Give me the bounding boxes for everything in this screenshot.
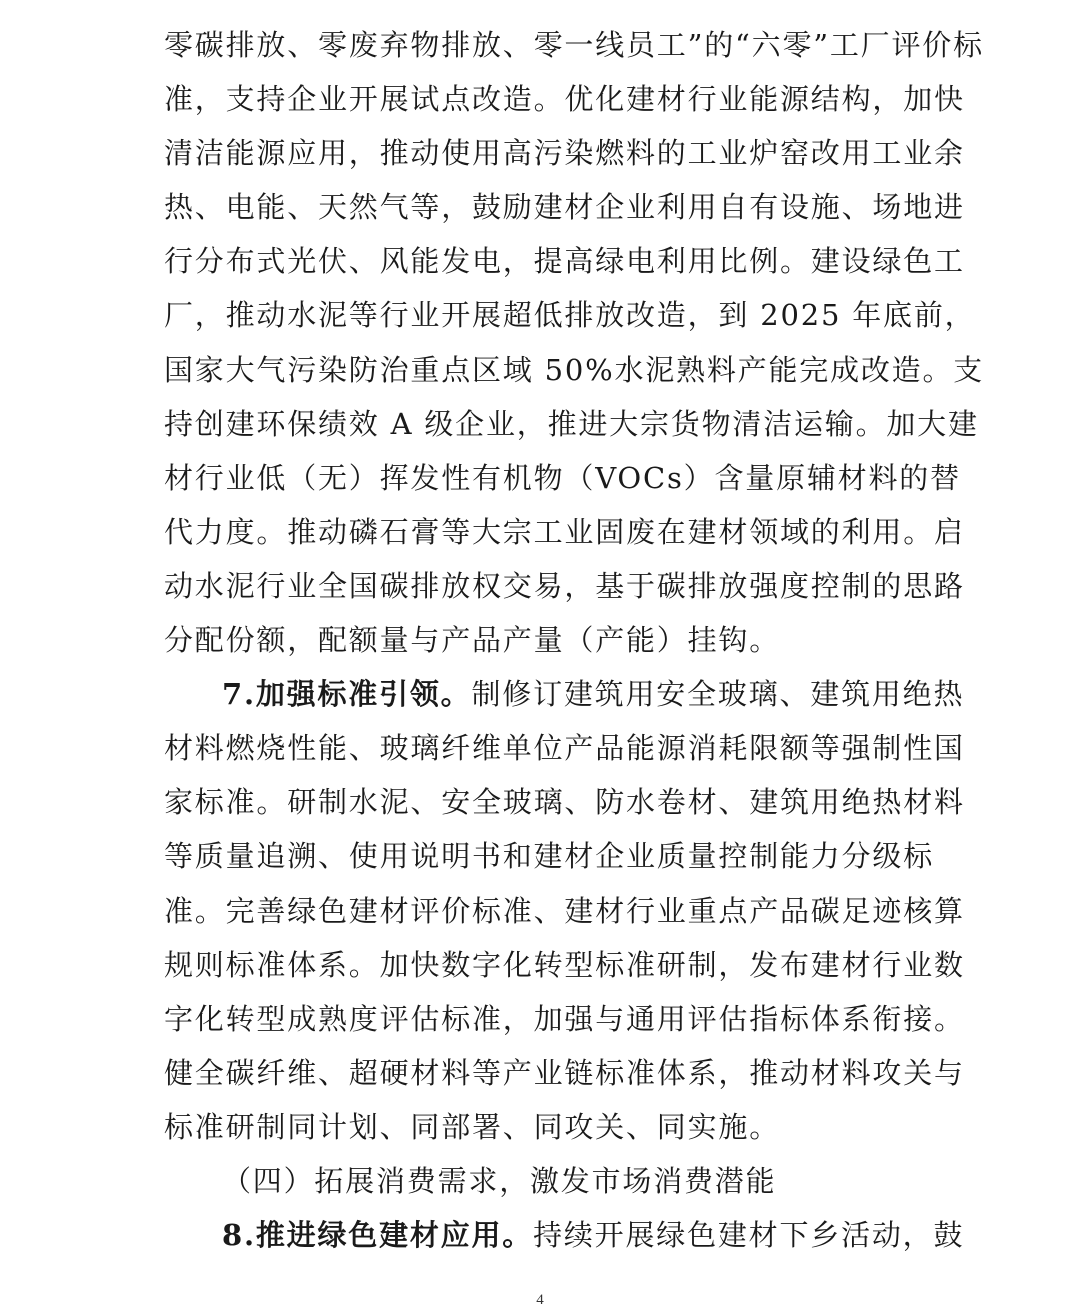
paragraph-3-green-materials <box>164 1208 965 1262</box>
item-body-start: 制修订建筑用安全玻璃、建筑用绝热 <box>471 677 965 712</box>
text-line: 家标准。研制水泥、安全玻璃、防水卷材、建筑用绝热材料 <box>164 785 965 820</box>
text-line <box>164 667 965 721</box>
text-line: 热、电能、天然气等，鼓励建材企业利用自有设施、场地进 <box>164 190 965 225</box>
section-heading: （四）拓展消费需求，激发市场消费潜能 <box>222 1163 777 1198</box>
item-heading-7: 7.加强标准引领。 <box>222 677 472 712</box>
text-line: 厂，推动水泥等行业开展超低排放改造，到 2025 年底前， <box>164 298 976 333</box>
text-line: 字化转型成熟度评估标准，加强与通用评估指标体系衔接。 <box>164 1001 965 1036</box>
text-line: 准，支持企业开展试点改造。优化建材行业能源结构，加快 <box>164 82 965 117</box>
text-line: 分配份额，配额量与产品产量（产能）挂钩。 <box>164 623 781 658</box>
text-line: 国家大气污染防治重点区域 50%水泥熟料产能完成改造。支 <box>164 352 985 387</box>
text-line: 动水泥行业全国碳排放权交易，基于碳排放强度控制的思路 <box>164 568 965 603</box>
text-line: 代力度。推动磷石膏等大宗工业固废在建材领域的利用。启 <box>164 514 965 549</box>
text-line: 规则标准体系。加快数字化转型标准研制，发布建材行业数 <box>164 947 965 982</box>
text-line <box>164 1208 965 1262</box>
page-number: 4 <box>536 1292 544 1308</box>
item-heading-8: 8.推进绿色建材应用。 <box>222 1218 534 1253</box>
text-line: 材行业低（无）挥发性有机物（VOCs）含量原辅材料的替 <box>164 460 961 495</box>
text-line: 标准研制同计划、同部署、同攻关、同实施。 <box>164 1109 781 1144</box>
text-line: 等质量追溯、使用说明书和建材企业质量控制能力分级标 <box>164 839 935 874</box>
text-line: 健全碳纤维、超硬材料等产业链标准体系，推动材料攻关与 <box>164 1055 965 1090</box>
item-body-start: 持续开展绿色建材下乡活动，鼓 <box>533 1218 965 1253</box>
text-line: 持创建环保绩效 A 级企业，推进大宗货物清洁运输。加大建 <box>164 406 979 441</box>
paragraph-1 <box>164 18 985 667</box>
paragraph-2-standards <box>164 667 965 1154</box>
text-line: 准。完善绿色建材评价标准、建材行业重点产品碳足迹核算 <box>164 893 965 928</box>
text-line: 行分布式光伏、风能发电，提高绿电利用比例。建设绿色工 <box>164 244 965 279</box>
text-line: 零碳排放、零废弃物排放、零一线员工”的“六零”工厂评价标 <box>164 28 984 62</box>
text-line: 材料燃烧性能、玻璃纤维单位产品能源消耗限额等强制性国 <box>164 731 965 766</box>
text-line: 清洁能源应用，推动使用高污染燃料的工业炉窑改用工业余 <box>164 136 965 171</box>
document-page <box>164 18 985 1262</box>
